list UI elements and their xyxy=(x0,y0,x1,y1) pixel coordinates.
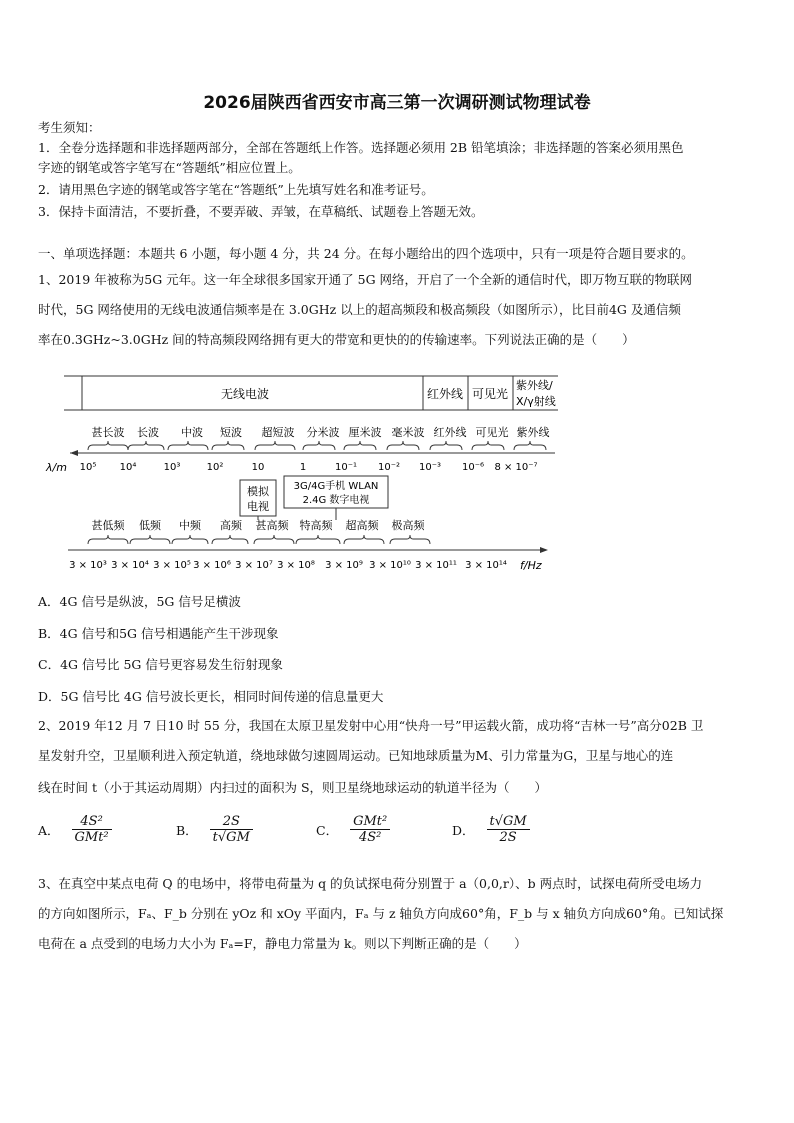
box-mobile-1: 3G/4G手机 WLAN xyxy=(293,481,379,492)
wave-name: 可见光 xyxy=(475,426,509,439)
frac-num: GMt² xyxy=(350,814,390,830)
wave-name: 毫米波 xyxy=(391,426,425,439)
freq-name: 甚高频 xyxy=(255,519,289,532)
freq-braces xyxy=(88,535,430,544)
freq-name: 高频 xyxy=(220,519,242,532)
lambda-tick: 1 xyxy=(299,462,307,473)
bar-uv: 紫外线/ xyxy=(516,379,553,392)
option-label: A． xyxy=(38,822,60,838)
lambda-ticks xyxy=(80,462,538,473)
freq-name: 超高频 xyxy=(345,519,379,532)
notice-item-1a: 1．全卷分选择题和非选择题两部分，全部在答题纸上作答。选择题必须用 2B 铅笔填涂；非选择题的答案必须用黑色 xyxy=(38,140,684,155)
wave-names xyxy=(92,425,550,439)
q1-option-d: D．5G 信号比 4G 信号波长更长，相同时间传递的信息量更大 xyxy=(38,689,384,704)
wave-name: 长波 xyxy=(137,426,159,439)
wave-name: 红外线 xyxy=(433,426,467,439)
q2-option-a xyxy=(38,814,112,845)
wave-name: 超短波 xyxy=(261,426,295,439)
lambda-tick: 10⁻⁶ xyxy=(461,462,485,473)
lambda-tick: 10⁵ xyxy=(79,462,97,473)
lambda-tick: 10⁴ xyxy=(119,462,137,473)
frac-den: 2S xyxy=(499,830,517,845)
wave-name: 甚长波 xyxy=(91,426,125,439)
bar-visible: 可见光 xyxy=(471,387,509,401)
notice-item-3: 3．保持卡面清洁，不要折叠，不要弄破、弄皱，在草稿纸、试题卷上答题无效。 xyxy=(38,204,484,219)
frac-num: 2S xyxy=(210,814,253,830)
frac-num: 4S² xyxy=(72,814,112,830)
notice-item-1b: 字迹的钢笔或答字笔写在“答题纸”相应位置上。 xyxy=(38,160,301,175)
q1-option-c: C．4G 信号比 5G 信号更容易发生衍射现象 xyxy=(38,657,283,672)
option-label: B． xyxy=(176,822,198,838)
freq-tick: 3 × 10⁵ xyxy=(153,560,191,571)
q2-line-1: 2、2019 年12 月 7 日10 时 55 分，我国在太原卫星发射中心用“快舟一号”甲运载火箭，成功将“吉林一号”高分02B 卫 xyxy=(38,718,704,733)
section-heading: 一、单项选择题：本题共 6 小题，每小题 4 分，共 24 分。在每小题给出的四个选项中，只有一项是符合题目要求的。 xyxy=(38,246,694,261)
wave-name: 紫外线 xyxy=(516,426,550,439)
q2-option-c xyxy=(316,814,390,845)
freq-axis-label: f/Hz xyxy=(520,559,542,572)
lambda-tick: 8 × 10⁻⁷ xyxy=(494,462,538,473)
bar-infrared: 红外线 xyxy=(426,387,464,401)
q3-line-3: 电荷在 a 点受到的电场力大小为 Fₐ=F，静电力常量为 k。则以下判断正确的是（ ） xyxy=(38,936,527,951)
page-title: 2026届陕西省西安市高三第一次调研测试物理试卷 xyxy=(203,93,591,113)
lambda-tick: 10³ xyxy=(163,462,181,473)
frac-den: t√GM xyxy=(212,830,250,845)
box-mobile-2: 2.4G 数字电视 xyxy=(302,495,370,506)
spectrum-figure xyxy=(40,368,560,578)
freq-ticks xyxy=(69,560,507,571)
freq-tick: 3 × 10⁷ xyxy=(235,560,273,571)
notice-item-2: 2．请用黑色字迹的钢笔或答字笔在“答题纸”上先填写姓名和准考证号。 xyxy=(38,182,434,197)
wave-name: 短波 xyxy=(220,426,242,439)
q2-option-d xyxy=(452,814,530,845)
lambda-tick: 10² xyxy=(206,462,224,473)
q2-option-b xyxy=(176,814,253,845)
option-label: C． xyxy=(316,822,339,838)
lambda-axis-label: λ/m xyxy=(46,461,67,474)
box-analog-tv-2: 电视 xyxy=(247,500,269,513)
lambda-tick: 10⁻³ xyxy=(418,462,442,473)
lambda-tick: 10⁻² xyxy=(377,462,401,473)
freq-name: 极高频 xyxy=(391,519,425,532)
frac-den: GMt² xyxy=(74,830,109,845)
freq-tick: 3 × 10¹⁰ xyxy=(369,560,411,571)
q2-line-2: 星发射升空，卫星顺利进入预定轨道，绕地球做匀速圆周运动。已知地球质量为M、引力常量为G，卫星与地心的连 xyxy=(38,748,674,763)
freq-tick: 3 × 10⁶ xyxy=(193,560,231,571)
freq-tick: 3 × 10¹¹ xyxy=(415,560,457,571)
freq-tick: 3 × 10³ xyxy=(69,560,107,571)
wave-braces xyxy=(88,441,546,450)
freq-tick: 3 × 10⁴ xyxy=(111,560,149,571)
freq-name: 特高频 xyxy=(299,519,333,532)
q3-line-1: 3、在真空中某点电荷 Q 的电场中，将带电荷量为 q 的负试探电荷分别置于 a（0,0,r）、b 两点时，试探电荷所受电场力 xyxy=(38,876,703,891)
bar-xray: X/γ射线 xyxy=(516,395,556,408)
lambda-tick: 10⁻¹ xyxy=(334,462,358,473)
notice-heading: 考生须知： xyxy=(38,120,101,135)
q1-option-a: A．4G 信号是纵波，5G 信号足横波 xyxy=(38,594,241,609)
freq-tick: 3 × 10⁹ xyxy=(325,560,363,571)
wave-name: 分米波 xyxy=(306,426,340,439)
q2-line-3: 线在时间 t（小于其运动周期）内扫过的面积为 S，则卫星绕地球运动的轨道半径为（ ） xyxy=(38,780,548,795)
option-label: D． xyxy=(452,822,475,838)
q3-line-2: 的方向如图所示，Fₐ、F_b 分别在 yOz 和 xOy 平面内，Fₐ 与 z 轴负方向成60°角，F_b 与 x 轴负方向成60°角。已知试探 xyxy=(38,906,724,921)
freq-tick: 3 × 10¹⁴ xyxy=(465,560,507,571)
q1-line-1: 1、2019 年被称为5G 元年。这一年全球很多国家开通了 5G 网络，开启了一个全新的通信时代，即万物互联的物联网 xyxy=(38,272,693,287)
freq-name: 低频 xyxy=(139,519,161,532)
bar-radio: 无线电波 xyxy=(220,387,270,401)
q1-option-b: B．4G 信号和5G 信号相遇能产生干涉现象 xyxy=(38,626,279,641)
freq-names xyxy=(92,518,426,532)
wave-name: 中波 xyxy=(181,426,203,439)
frac-num: t√GM xyxy=(487,814,530,830)
wave-name: 厘米波 xyxy=(348,426,382,439)
freq-name: 甚低频 xyxy=(91,519,125,532)
q1-line-2: 时代，5G 网络使用的无线电波通信频率是在 3.0GHz 以上的超高频段和极高频段（如图所示），比目前4G 及通信频 xyxy=(38,302,681,317)
box-analog-tv-1: 模拟 xyxy=(247,485,269,498)
lambda-tick: 10 xyxy=(251,462,265,473)
freq-tick: 3 × 10⁸ xyxy=(277,560,315,571)
freq-name: 中频 xyxy=(179,519,201,532)
frac-den: 4S² xyxy=(358,830,382,845)
q1-line-3: 率在0.3GHz~3.0GHz 间的特高频段网络拥有更大的带宽和更快的的传输速率。下列说法正确的是（ ） xyxy=(38,332,635,347)
